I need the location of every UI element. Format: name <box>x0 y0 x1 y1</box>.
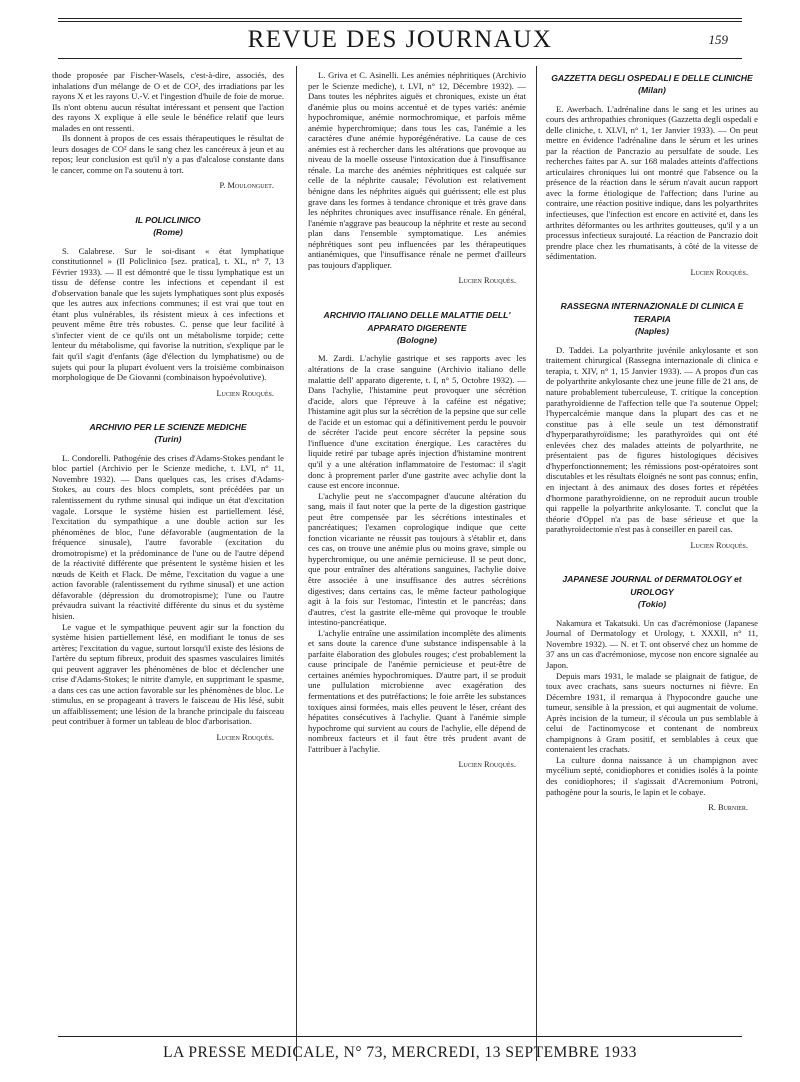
journal-heading: RASSEGNA INTERNAZIONALE DI CLINICA E TERAPIA <box>560 301 744 325</box>
column-1 <box>52 70 284 1055</box>
page-footer: LA PRESSE MEDICALE, N° 73, MERCREDI, 13 SEPTEMBRE 1933 <box>163 1044 637 1061</box>
author-signature: Lucien Rouquès. <box>216 388 274 398</box>
header-bottom-rule <box>58 58 742 59</box>
journal-city: (Tokio) <box>637 599 667 610</box>
journal-city: (Naples) <box>635 326 669 337</box>
author-signature: Lucien Rouquès. <box>216 732 274 742</box>
journal-heading: ARCHIVIO PER LE SCIENZE MEDICHE <box>89 422 247 433</box>
journal-city: (Rome) <box>153 227 183 238</box>
article-text: Nakamura et Takatsuki. Un cas d'acrémoniose (Japanese Journal of Dermatology et Urology, t. XXXII, n° 11, Novembre 1932). — N. et T. ont observé chez un homme de 37 ans un cas d'acrémoniose, mycose non encore signalée au Japon. <box>546 617 758 670</box>
header-top-rule <box>58 18 742 19</box>
author-signature: P. Moulonguet. <box>219 181 274 191</box>
column-2 <box>308 70 526 1055</box>
article-text: M. Zardi. L'achylie gastrique et ses rapports avec les altérations de la crase sanguine (Archivio italiano delle malattie dell' apparato digerente, t. I, n° 5, Octobre 1932). — Dans l'achylie, l'histamine peut provoquer une sécrétion d'acide, alors que l'épreuve à la caféine est négative; l'histamine agit plus sur la sécrétion de la pepsine que sur celle de l'acide et un estomac qui a définitivement perdu le pouvoir de sécréter l'acide peut encore sécréter la pepsine sous l'influence d'une excitation énergique. Les caractères du liquide retiré par tubage après injection d'histamine montrent qu'il y a une altération inflammatoire de l'estomac: il s'agit donc à proprement parler d'une gastrite avec achylie dont la cause est encore inconnue. <box>308 353 526 491</box>
article-text: thode proposée par Fischer-Wasels, c'est-à-dire, associés, des inhalations d'un mélange de O et de CO², des irradiations par les rayons X et les rayons U.-V. et l'ingestion d'huile de foie de morue. Ils n'ont obtenu aucun résultat intéressant et pensent que l'action des rayons X explique à elle seule le bénéfice relatif que leurs malades en ont ressenti. <box>52 70 284 133</box>
author-signature: Lucien Rouquès. <box>458 276 516 286</box>
column-divider-2 <box>536 66 537 1061</box>
footer-rule <box>58 1036 742 1037</box>
column-divider-1 <box>296 66 297 1061</box>
page-title: REVUE DES JOURNAUX <box>247 26 553 53</box>
article-text: E. Awerbach. L'adrénaline dans le sang et les urines au cours des arthropathies chroniques (Gazzetta degli ospedali e delle cliniche, t. XLVI, n° 1, 1er Janvier 1933). — On peut mettre en évidence l'adrénaline dans le sérum et les urines par la réaction de Pancrazio au persulfate de soude. Les recherches faites par A. sur 168 malades atteints d'affections articulaires chroniques lui ont montré que l'absence ou la présence de la réaction dans le sérum n'avait aucun rapport avec la forme étiologique de l'affection; dans l'urine au contraire, une réaction positive indique, dans les polyarthrites infectieuses, que l'infection est encore en activité et, dans les arthrites déformantes ou les arthrites goutteuses, qu'il y a un processus infectieux surajouté. La réaction de Pancrazio doit prendre place chez les rhumatisants, à côté de la vitesse de sédimentation. <box>546 103 758 262</box>
journal-city: (Bologne) <box>396 334 438 345</box>
journal-heading: JAPANESE JOURNAL of DERMATOLOGY et UROLOGY <box>562 574 742 598</box>
article-text: L'achylie entraîne une assimilation incomplète des aliments et sans doute la carence d'une substance indispensable à la parfaite élaboration des globules rouges; c'est probablement la cause principale de l'anémie pernicieuse et peut-être de certaines anémies hypochromiques. D'autre part, il se produit une pullulation microbienne avec exagération des fermentations et des putréfactions; le foie arrête les substances toxiques ainsi formées, mais elles peuvent le léser, créant des hépatites consécutives à l'achylie. Quant à l'anémie simple hypochrome qui survient au cours de l'achylie, elle dépend de nombreux facteurs et il faut être très prudent avant de l'attribuer à l'achylie. <box>308 627 526 754</box>
article-text: Ils donnent à propos de ces essais thérapeutiques le résultat de leurs dosages de CO² dans le sang chez les cancéreux à jeun et au repos; leur conclusion est qu'il n'y a pas d'alcalose constante dans le cancer, comme on l'a soutenu à tort. <box>52 133 284 175</box>
journal-city: (Milan) <box>638 85 666 95</box>
article-text: S. Calabrese. Sur le soi-disant « état lymphatique constitutionnel » (Il Policlinico [sez. pratica], t. XL, n° 7, 13 Février 1933). — Il est démontré que le tissu lymphatique est un tissu de défense contre les infections et cependant il est d'observation banale que les sujets lymphatiques sont plus exposés que les autres aux infections communes; il est vrai que tout en étant plus vulnérables, ils résistent mieux à ces infections et peuvent même être très robustes. C. pense que leur facilité à s'infecter vient de ce qu'ils ont un métabolisme torpide; cette lenteur du métabolisme, qui favorise la nutrition, s'explique par le fait qu'il s'agit d'enfants (âge d'élection du lymphatisme) ou de sujets qui pour la plupart évoluent vers la troisième combinaison morphologique de De Giovanni (combinaison hypoévolutive). <box>52 245 284 383</box>
journal-heading: IL POLICLINICO <box>135 215 201 226</box>
journal-heading: ARCHIVIO ITALIANO DELLE MALATTIE DELL' APPARATO DIGERENTE <box>323 309 511 333</box>
header-top-rule-2 <box>58 21 742 22</box>
author-signature: R. Burnier. <box>708 803 748 813</box>
author-signature: Lucien Rouquès. <box>690 267 748 277</box>
article-text: La culture donna naissance à un champignon avec mycélium septé, conidiophores et conidies isolés à la pointe des conidiophores; il s'agissait d'Acremonium Potroni, pathogène pour la souris, le lapin et le cobaye. <box>546 754 758 797</box>
journal-heading: GAZZETTA DEGLI OSPEDALI E DELLE CLINICHE <box>551 73 753 83</box>
article-text: L'achylie peut ne s'accompagner d'aucune altération du sang, mais il faut noter que la perte de la digestion gastrique peut être compensée par les sécrétions intestinales et pancréatiques; l'examen coprologique indique que cette fonction vicariante ne réussit pas toujours à s'établir et, dans ces cas, on trouve une anémie plus ou moins grave, simple ou hyperchromique, ou une anémie pernicieuse. Il se peut donc, que pour entraîner des altérations sanguines, l'achylie doive être associée à une insuffisance des autres sécrétions digestives; dans certains cas, le même facteur pathologique agit à la fois sur l'estomac, l'intestin et le pancréas; dans d'autres, c'est la gastrite elle-même qui provoque le trouble intestino-pancréatique. <box>308 490 526 628</box>
article-text: Depuis mars 1931, le malade se plaignait de fatigue, de toux avec crachats, sans sueurs nocturnes ni fièvre. En Décembre 1931, il remarqua à l'hypocondre gauche une tumeur, sensible à la pression, et qui augmentait de volume. Après incision de la tumeur, il s'écoula un pus semblable à celui de l'actinomycose et contenant de nombreux champignons à Gram positif, et semblables à ceux que contenaient les crachats. <box>546 670 758 755</box>
column-3 <box>546 70 758 1055</box>
article-text: L. Condorelli. Pathogénie des crises d'Adams-Stokes pendant le bloc partiel (Archivio per le Scienze mediche, t. LVI, n° 11, Novembre 1932). — Dans quelques cas, les crises d'Adams-Stokes, au cours des blocs complets, sont précédées par un ralentissement du rythme sinusal qui indique un état d'excitation vagale. Lorsque le système hisien est partiellement lésé, l'excitation du sympathique a une double action sur les phénomènes de bloc, l'une défavorable (augmentation de la fréquence sinusale), l'autre favorable (excitation du dromotropisme) et la prédominance de l'une ou de l'autre dépend de la réactivité différente que présentent le système hisien et les nœuds de Keith et Flack. De même, l'excitation du vague a une action favorable (ralentissement du rythme sinusal) et une action défavorable (dépression du dromotropisme); l'une ou l'autre prévaudra suivant la réactivité différente du sinus et du système hisien. <box>52 452 284 621</box>
journal-city: (Turin) <box>154 434 182 445</box>
page-number: 159 <box>708 32 728 47</box>
article-text: D. Taddei. La polyarthrite juvénile ankylosante et son traitement chirurgical (Rassegna internazionale di clinica e terapia, t. XIV, n° 1, 15 Janvier 1933). — A propos d'un cas de polyarthrite ankylosante chez une jeune fille de 21 ans, de nature probablement tuberculeuse, T. critique la conception parathyroïdienne de l'affection telle que l'a soutenue Oppel; l'hypercalcémie manque dans la plupart des cas et ne constitue pas à elle seule un test démonstratif d'hyperparathyroïdisme; les parathyroïdes qui ont été enlevées chez des malades atteints de polyarthrite, ne présentaient pas de figures histologiques décisives d'hyperfonctionnement; les rémissions post-opératoires sont discutables et les résultats éloignés ne sont pas connus; enfin, en injectant à des animaux des doses fortes et répétées d'hormone parathyroïdienne, on ne reproduit aucun trouble qui rappelle la polyarthrite ankylosante. T. conclut que la théorie d'Oppel n'a pas de base sérieuse et que la parathyroïdectomie n'est pas à conseiller en pareil cas. <box>546 344 758 535</box>
article-text: L. Griva et C. Asinelli. Les anémies néphritiques (Archivio per le Scienze mediche), t. LVI, n° 12, Décembre 1932). — Dans toutes les néphrites aiguës et chroniques, existe un état d'anémie plus ou moins accentué et de types variés: anémie hypochromique, anémie normochromique, et parfois même anémie hyperchromique; dans tous les cas, l'anémie a les caractères d'une anémie hyporégénérative. La cause de ces anémies est à rechercher dans les altérations que provoque au niveau de la moelle osseuse l'intoxication due à l'insuffisance rénale. La marche des anémies néphritiques est calquée sur celle de la néphrite causale; l'évolution est relativement bénigne dans les néphrites aiguës qui guérissent; elle est plus grave dans les formes à tendance chronique et très grave dans les néphrites chroniques avec insuffisance rénale. En général, l'anémie n'aggrave pas beaucoup la néphrite et reste au second plan dans l'ensemble symptomatique. Les anémies néphrétiques sont peu influencées par les thérapeutiques antianémiques, que l'insuffisance rénale ne permet d'ailleurs pas toujours d'appliquer. <box>308 70 526 270</box>
article-text: Le vague et le sympathique peuvent agir sur la fonction du système hisien partiellement lésé, en modifiant le tonus de ses artères; l'excitation du vague, surtout lorsqu'il existe des lésions de l'artère du septum fibreux, produit des spasmes vasculaires limités qui peuvent aggraver les phénomènes de bloc et déclencher une crise d'Adams-Stokes; le nitrite d'amyle, en supprimant le spasme, a dans ces cas une action favorable sur les phénomènes de bloc. Le stimulus, en se propageant à travers le faisceau de His lésé, subit un affaiblissement; une lésion de la branche principale du faisceau peut contribuer à former un tableau de bloc d'arborisation. <box>52 621 284 727</box>
author-signature: Lucien Rouquès. <box>690 540 748 550</box>
author-signature: Lucien Rouquès. <box>458 760 516 770</box>
